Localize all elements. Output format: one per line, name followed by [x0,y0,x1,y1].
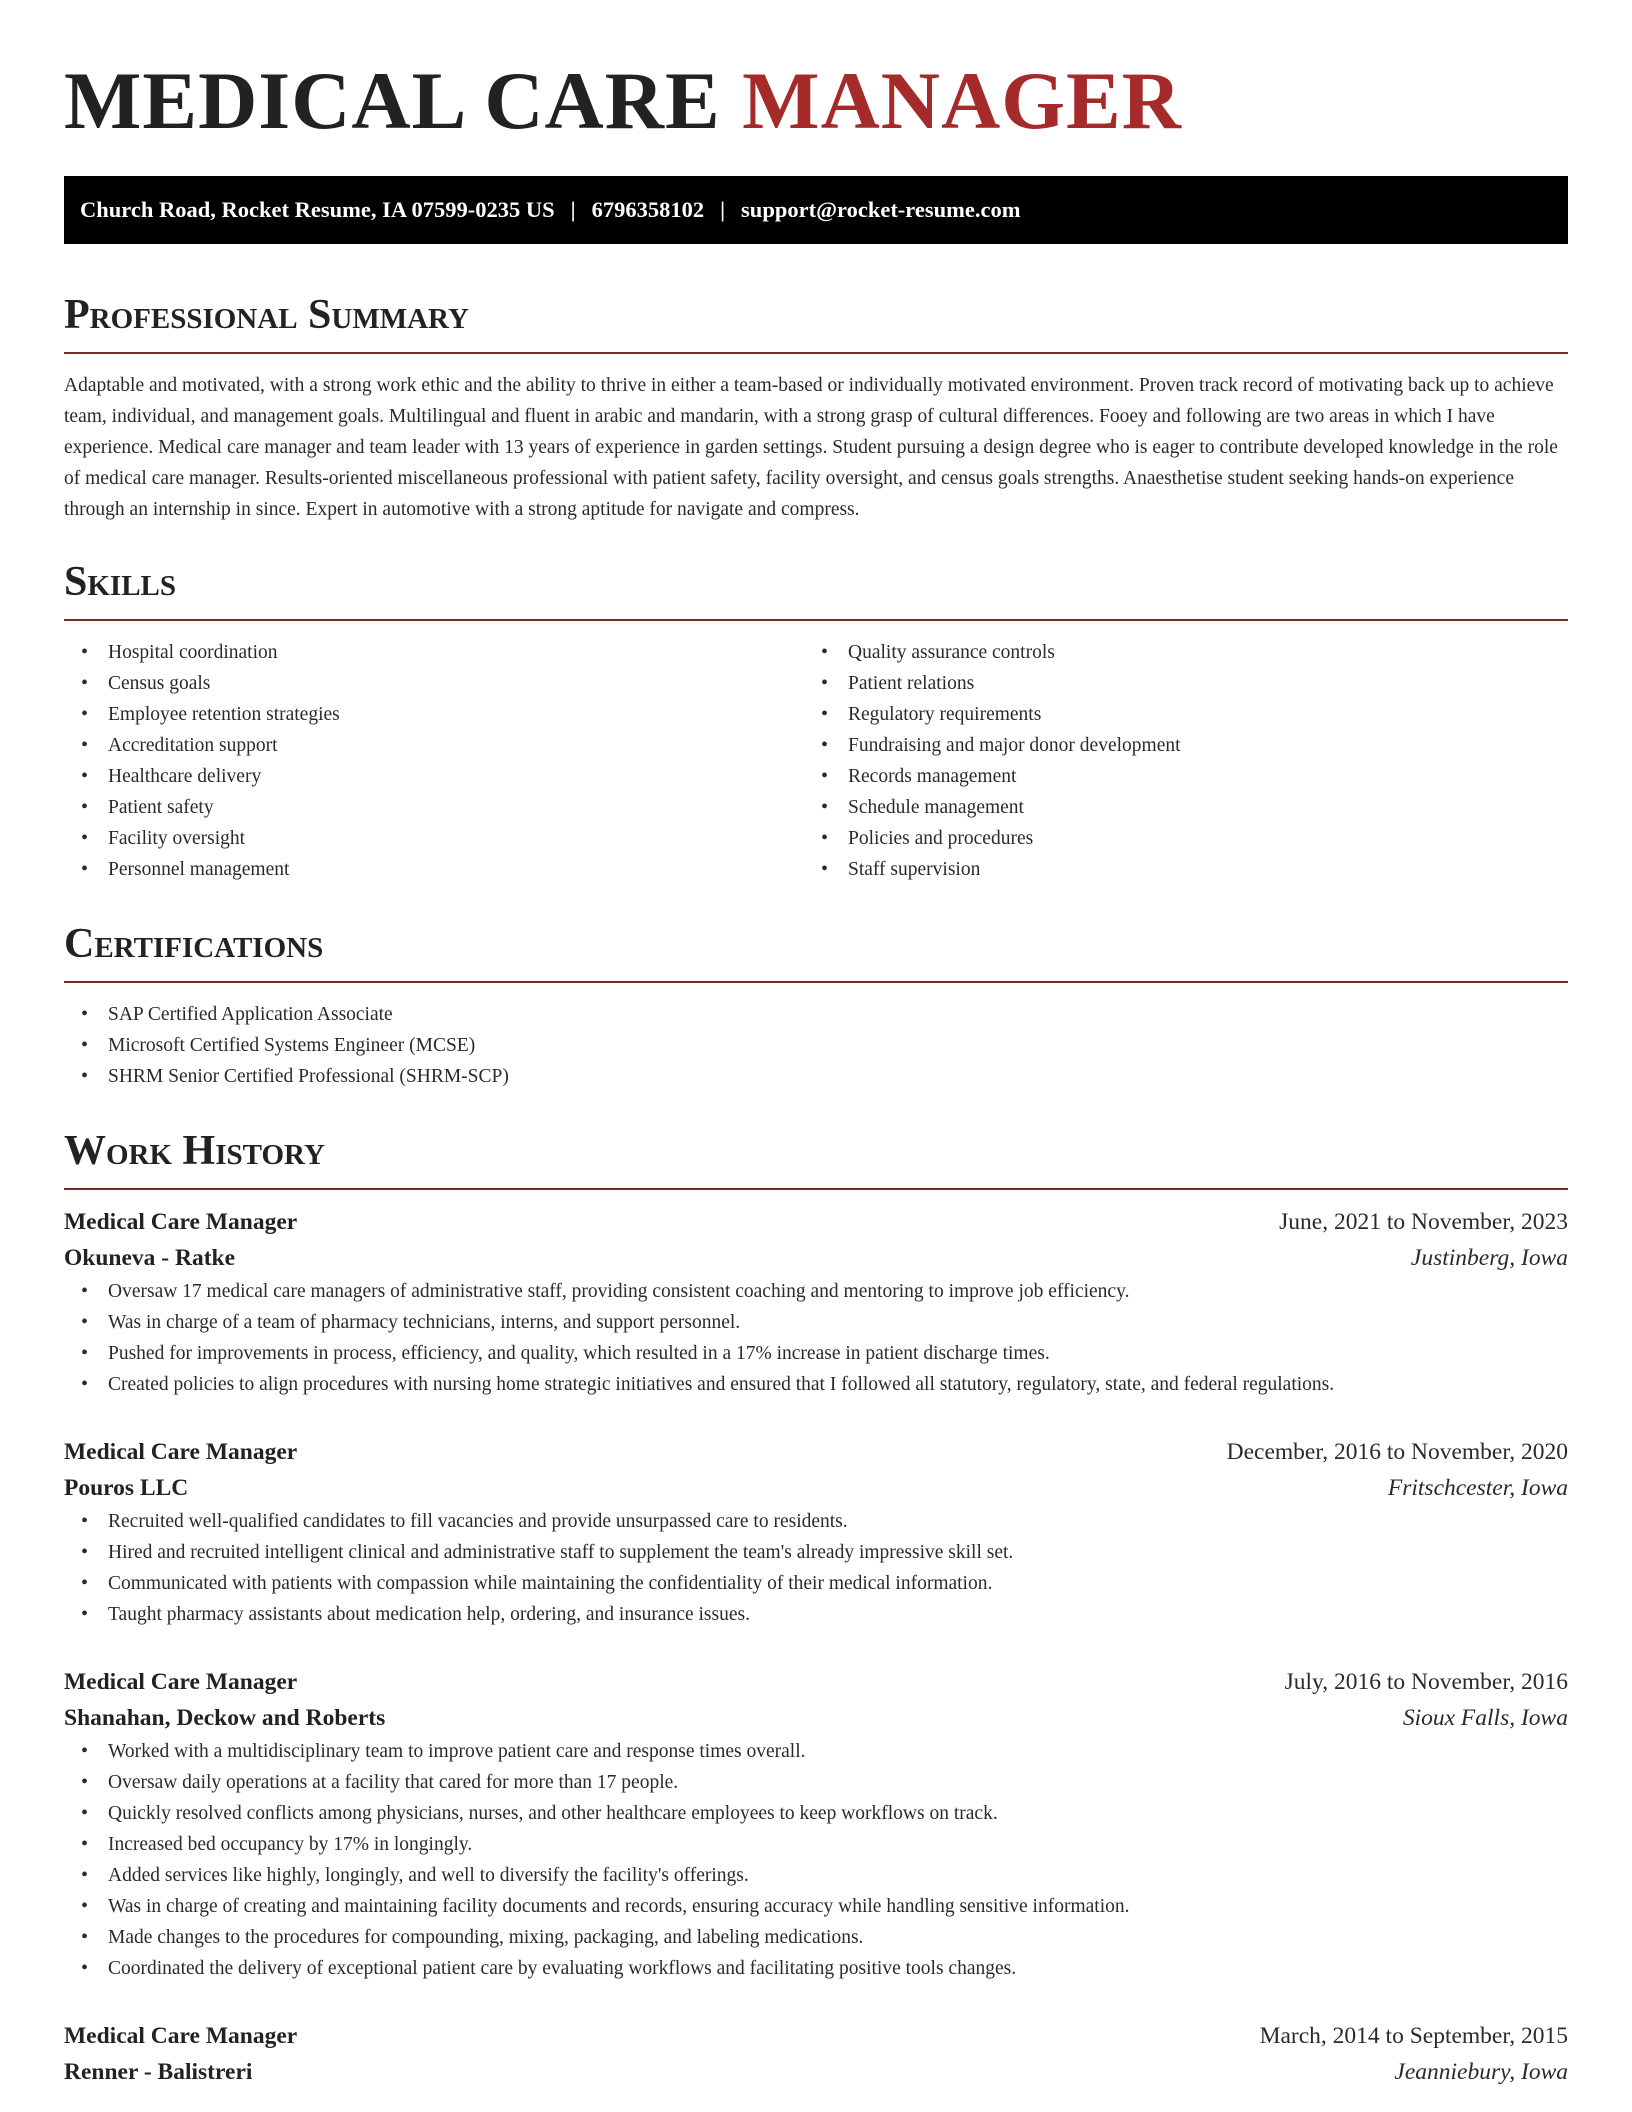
section-divider [64,619,1568,621]
section-divider [64,981,1568,983]
skills-section [64,561,1568,885]
list-item: • Microsoft Certified Systems Engineer (MCSE) [64,1030,1568,1061]
summary-heading: Professional Summary [64,292,469,338]
job-entry [64,1664,1568,1984]
certifications-heading: Certifications [64,921,324,967]
list-item: • Taught pharmacy assistants about medication help, ordering, and insurance issues. [64,1599,1568,1630]
job-title: Medical Care Manager [64,2023,298,2049]
job-entry [64,1204,1568,1400]
job-company-row [64,2054,1568,2090]
list-item: • Increased bed occupancy by 17% in longingly. [64,1829,1568,1860]
list-item: • Census goals [64,668,804,699]
list-item: • Regulatory requirements [804,699,1544,730]
job-list [64,1204,1568,2090]
list-item: • Employee retention strategies [64,699,804,730]
list-item: • Patient safety [64,792,804,823]
list-item: • Quality assurance controls [804,637,1544,668]
list-item: • Healthcare delivery [64,761,804,792]
certifications-list [64,999,1568,1092]
job-company-row [64,1700,1568,1736]
list-item: • Was in charge of a team of pharmacy technicians, interns, and support personnel. [64,1307,1568,1338]
list-item: • Oversaw daily operations at a facility that cared for more than 17 people. [64,1767,1568,1798]
section-divider [64,352,1568,354]
title-accent: MANAGER [742,55,1182,146]
job-dates: June, 2021 to November, 2023 [1279,1209,1568,1235]
job-company-row [64,1240,1568,1276]
list-item: • Made changes to the procedures for compounding, mixing, packaging, and labeling medications. [64,1922,1568,1953]
list-item: • Records management [804,761,1544,792]
list-item: • Hired and recruited intelligent clinical and administrative staff to supplement the team's already impressive skill set. [64,1537,1568,1568]
summary-section [64,294,1568,525]
job-location: Jeanniebury, Iowa [1394,2059,1568,2085]
skills-list-left [64,637,804,885]
list-item: • Staff supervision [804,854,1544,885]
contact-phone: 6796358102 [591,197,705,222]
contact-separator: | [570,197,576,222]
resume-title [64,0,1568,146]
job-location: Fritschcester, Iowa [1387,1475,1568,1501]
job-bullets [64,1276,1568,1400]
list-item: • Fundraising and major donor development [804,730,1544,761]
contact-separator: | [720,197,726,222]
summary-text: Adaptable and motivated, with a strong work ethic and the ability to thrive in either a team-based or individually motivated environment. Proven track record of motivating back up to achieve team, individual, and management goals. Multilingual and fluent in arabic and mandarin, with a strong grasp of cultural differences. Fooey and following are two areas in which I have experience. Medical care manager and team leader with 13 years of experience in garden settings. Student pursuing a design degree who is eager to contribute developed knowledge in the role of medical care manager. Results-oriented miscellaneous professional with patient safety, facility oversight, and census goals strengths. Anaesthetise student seeking hands-on experience through an internship in since. Expert in automotive with a strong aptitude for navigate and compress. [64,375,1558,520]
contact-address: Church Road, Rocket Resume, IA 07599-0235 US [80,197,555,222]
skills-heading: Skills [64,559,177,605]
job-location: Sioux Falls, Iowa [1402,1705,1568,1731]
list-item: • Quickly resolved conflicts among physicians, nurses, and other healthcare employees to keep workflows on track. [64,1798,1568,1829]
section-divider [64,1188,1568,1190]
job-bullets [64,1736,1568,1984]
job-dates: March, 2014 to September, 2015 [1259,2023,1568,2049]
contact-email: support@rocket-resume.com [741,197,1021,222]
list-item: • Coordinated the delivery of exceptional patient care by evaluating workflows and facilitating positive tools changes. [64,1953,1568,1984]
list-item: • Oversaw 17 medical care managers of administrative staff, providing consistent coaching and mentoring to improve job efficiency. [64,1276,1568,1307]
job-location: Justinberg, Iowa [1410,1245,1568,1271]
list-item: • Pushed for improvements in process, efficiency, and quality, which resulted in a 17% increase in patient discharge times. [64,1338,1568,1369]
job-title: Medical Care Manager [64,1209,298,1235]
skills-list-right [804,637,1544,885]
certifications-section [64,923,1568,1092]
list-item: • SHRM Senior Certified Professional (SHRM-SCP) [64,1061,1568,1092]
job-company-row [64,1470,1568,1506]
list-item: • Personnel management [64,854,804,885]
list-item: • Recruited well-qualified candidates to fill vacancies and provide unsurpassed care to residents. [64,1506,1568,1537]
list-item: • Created policies to align procedures with nursing home strategic initiatives and ensured that I followed all statutory, regulatory, state, and federal regulations. [64,1369,1568,1400]
job-entry [64,2018,1568,2090]
job-dates: December, 2016 to November, 2020 [1226,1439,1568,1465]
job-dates: July, 2016 to November, 2016 [1284,1669,1568,1695]
work-history-heading: Work History [64,1128,325,1174]
list-item: • Communicated with patients with compassion while maintaining the confidentiality of their medical information. [64,1568,1568,1599]
skills-columns [64,637,1568,885]
job-entry [64,1434,1568,1630]
work-history-section [64,1130,1568,2090]
job-company: Okuneva - Ratke [64,1245,236,1271]
job-title: Medical Care Manager [64,1669,298,1695]
list-item: • Schedule management [804,792,1544,823]
job-header-row [64,1204,1568,1240]
list-item: • SAP Certified Application Associate [64,999,1568,1030]
job-title: Medical Care Manager [64,1439,298,1465]
title-main: MEDICAL CARE [64,55,743,146]
job-company: Renner - Balistreri [64,2059,253,2085]
list-item: • Policies and procedures [804,823,1544,854]
list-item: • Was in charge of creating and maintaining facility documents and records, ensuring accuracy while handling sensitive information. [64,1891,1568,1922]
contact-bar [64,176,1568,244]
job-header-row [64,1664,1568,1700]
job-bullets [64,1506,1568,1630]
job-company: Shanahan, Deckow and Roberts [64,1705,386,1731]
list-item: • Worked with a multidisciplinary team to improve patient care and response times overall. [64,1736,1568,1767]
job-header-row [64,1434,1568,1470]
job-header-row [64,2018,1568,2054]
list-item: • Added services like highly, longingly, and well to diversify the facility's offerings. [64,1860,1568,1891]
list-item: • Facility oversight [64,823,804,854]
list-item: • Accreditation support [64,730,804,761]
list-item: • Hospital coordination [64,637,804,668]
job-company: Pouros LLC [64,1475,189,1501]
list-item: • Patient relations [804,668,1544,699]
